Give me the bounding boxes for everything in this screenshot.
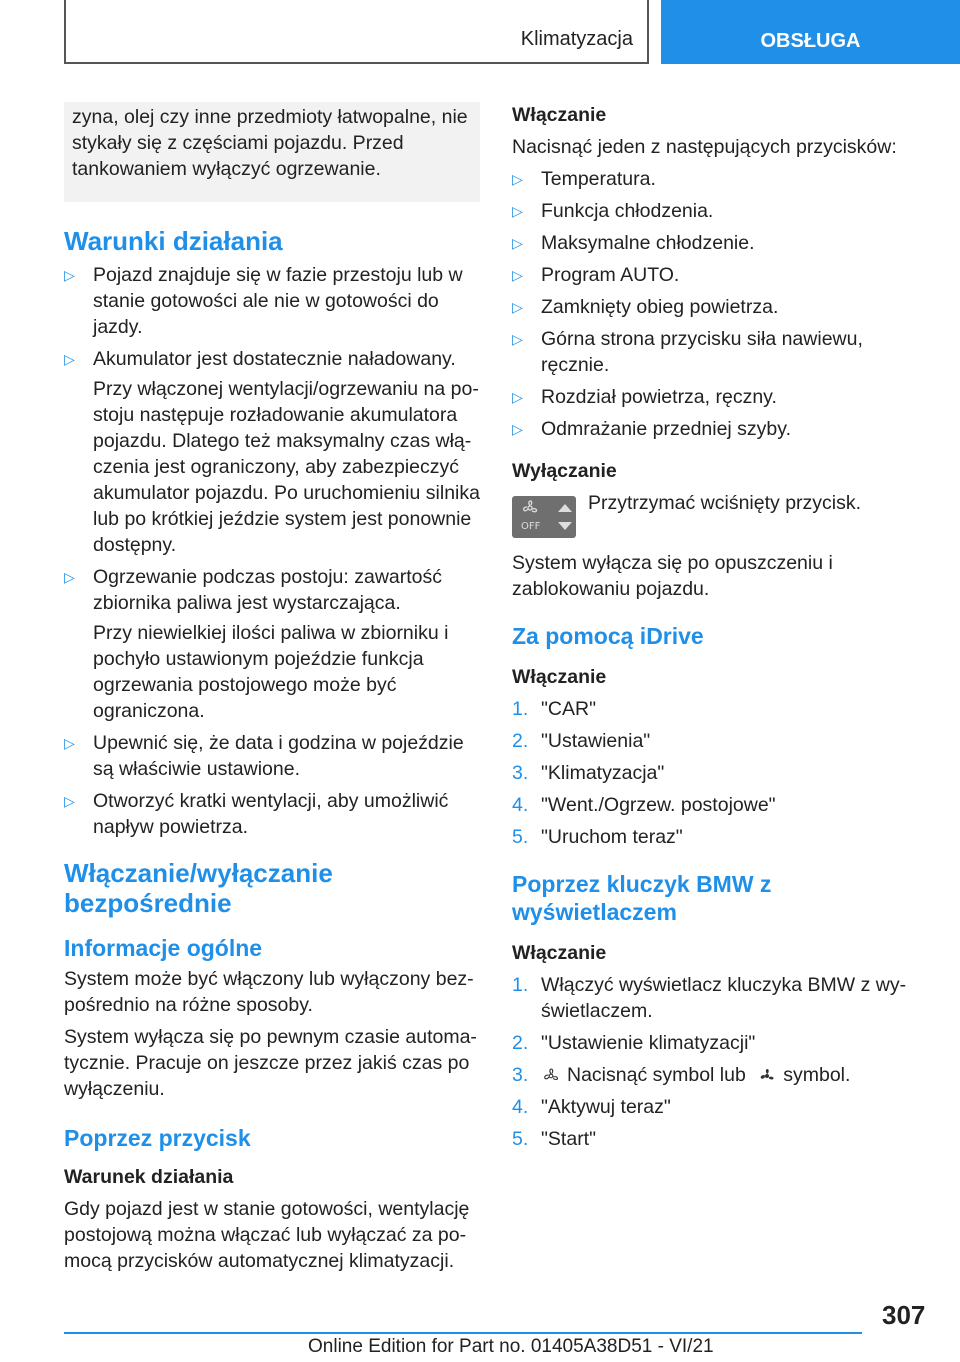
- list-item: 4. "Aktywuj teraz": [512, 1096, 671, 1118]
- paragraph: Gdy pojazd jest w stanie gotowości, wentylację postojową można włączać lub wyłączać za pomocą przycisków automatycznej klimatyzacji.: [64, 1198, 470, 1272]
- paragraph: Nacisnąć jeden z następujących przycisków:: [512, 136, 897, 158]
- header-box: [64, 0, 649, 64]
- svg-text:OFF: OFF: [521, 521, 541, 532]
- chapter-tab[interactable]: OBSŁUGA: [661, 0, 960, 64]
- list-item: ▷ Temperatura.: [512, 168, 656, 190]
- heading-wlaczanie-idrive: Włączanie: [512, 666, 607, 688]
- heading-warunek: Warunek działania: [64, 1166, 234, 1188]
- kluczyk-steps: [512, 972, 932, 1152]
- section-title: Klimatyzacja: [520, 28, 633, 50]
- list-item-sub: Przy włączonej wentylacji/ogrzewaniu na postoju następuje rozładowanie akumulatora pojazdu. Dlatego też maksymalny czas włączenia jest ograniczony, aby zabezpieczyć akumulator pojazdu. Po uruchomieniu silnika lub po krótkiej jeździe system jest ponownie dostępny.: [93, 378, 480, 556]
- heading-informacje: Informacje ogólne: [64, 935, 263, 961]
- triangle-bullet-icon: ▷: [64, 569, 75, 585]
- note-text: zyna, olej czy inne przedmioty łatwopalne, nie stykały się z częściami pojazdu. Przed tankowaniem wyłączyć ogrzewanie.: [72, 106, 468, 180]
- triangle-bullet-icon: ▷: [512, 421, 523, 437]
- off-button-row: [512, 490, 932, 538]
- note-box: [64, 102, 480, 202]
- triangle-bullet-icon: ▷: [512, 267, 523, 283]
- fan-on-icon: [757, 1066, 777, 1086]
- triangle-bullet-icon: ▷: [64, 735, 75, 751]
- triangle-bullet-icon: ▷: [64, 267, 75, 283]
- right-column: [512, 102, 932, 1162]
- list-item: 1. "CAR": [512, 698, 597, 720]
- list-item: 2. "Ustawienie klimatyzacji": [512, 1032, 756, 1054]
- triangle-bullet-icon: ▷: [64, 793, 75, 809]
- paragraph: System wyłącza się po opuszczeniu i zablokowaniu pojazdu.: [512, 552, 833, 600]
- heading-kluczyk: Poprzez kluczyk BMW z wyświetlaczem: [512, 871, 772, 925]
- list-item: ▷ Górna strona przycisku siła nawiewu, ręcznie.: [512, 328, 863, 376]
- heading-bezposrednie: Włączanie/wyłączanie bezpośrednie: [64, 858, 333, 918]
- list-item: 3. Nacisnąć symbol lub symbol.: [512, 1064, 851, 1086]
- list-item-sub: Przy niewielkiej ilości paliwa w zbiorniku i pochyło ustawionym pojeździe funkcja ogrzewania postojowego może być ograniczona.: [93, 622, 449, 722]
- list-item: ▷ Zamknięty obieg powietrza.: [512, 296, 779, 318]
- heading-idrive: Za pomocą iDrive: [512, 623, 704, 649]
- idrive-steps: [512, 696, 932, 850]
- heading-warunki: Warunki działania: [64, 226, 283, 256]
- list-item: ▷ Program AUTO.: [512, 264, 680, 286]
- left-column: [64, 102, 480, 1280]
- warunki-list: [64, 262, 480, 840]
- list-item: ▷ Otworzyć kratki wentylacji, aby umożliwić napływ powietrza.: [64, 790, 449, 838]
- triangle-bullet-icon: ▷: [512, 203, 523, 219]
- list-item: 1. Włączyć wyświetlacz kluczyka BMW z wyświetlaczem.: [512, 974, 907, 1022]
- list-item: ▷ Odmrażanie przedniej szyby.: [512, 418, 791, 440]
- fan-icon: [541, 1066, 561, 1086]
- list-item: ▷ Pojazd znajduje się w fazie przestoju lub w stanie gotowości ale nie w gotowości do jazdy.: [64, 264, 463, 338]
- list-item: 4. "Went./Ogrzew. postojowe": [512, 794, 776, 816]
- list-item: ▷ Rozdział powietrza, ręczny.: [512, 386, 777, 408]
- list-item: 2. "Ustawienia": [512, 730, 651, 752]
- triangle-bullet-icon: ▷: [512, 171, 523, 187]
- triangle-bullet-icon: ▷: [512, 235, 523, 251]
- paragraph: System wyłącza się po pewnym czasie automatycznie. Pracuje on jeszcze przez jakiś czas po wyłączeniu.: [64, 1026, 477, 1100]
- paragraph: System może być włączony lub wyłączony bezpośrednio na różne sposoby.: [64, 968, 474, 1016]
- footer-divider: [64, 1332, 862, 1334]
- triangle-bullet-icon: ▷: [64, 351, 75, 367]
- list-item: ▷ Ogrzewanie podczas postoju: zawartość zbiornika paliwa jest wystarczająca. Przy niewielkiej ilości paliwa w zbiorniku i pochyło ustawionym pojeździe funkcja ogrzewania postojowego może być ograniczona.: [64, 564, 480, 724]
- list-item: ▷ Upewnić się, że data i godzina w pojeździe są właściwie ustawione.: [64, 732, 464, 780]
- list-item: ▷ Akumulator jest dostatecznie naładowany. Przy włączonej wentylacji/ogrzewaniu na postoju następuje rozładowanie akumulatora pojazdu. Dlatego też maksymalny czas włączenia jest ograniczony, aby zabezpieczyć akumulator pojazdu. Po uruchomieniu silnika lub po krótkiej jeździe system jest ponownie dostępny.: [64, 348, 480, 556]
- triangle-bullet-icon: ▷: [512, 331, 523, 347]
- off-button-instruction: Przytrzymać wciśnięty przycisk.: [588, 492, 862, 514]
- list-item: ▷ Funkcja chłodzenia.: [512, 200, 714, 222]
- list-item: ▷ Maksymalne chłodzenie.: [512, 232, 755, 254]
- heading-przycisk: Poprzez przycisk: [64, 1125, 251, 1151]
- triangle-bullet-icon: ▷: [512, 389, 523, 405]
- triangle-bullet-icon: ▷: [512, 299, 523, 315]
- list-item: 3. "Klimatyzacja": [512, 762, 665, 784]
- heading-wylaczanie: Wyłączanie: [512, 460, 617, 482]
- list-item: 5. "Start": [512, 1128, 597, 1150]
- buttons-list: [512, 166, 932, 442]
- heading-wlaczanie: Włączanie: [512, 104, 607, 126]
- fan-off-button-icon: [512, 496, 576, 538]
- heading-wlaczanie-kluczyk: Włączanie: [512, 942, 607, 964]
- list-item: 5. "Uruchom teraz": [512, 826, 683, 848]
- page-number: 307: [882, 1300, 926, 1330]
- edition-text: Online Edition for Part no. 01405A38D51 - VI/21: [308, 1336, 714, 1357]
